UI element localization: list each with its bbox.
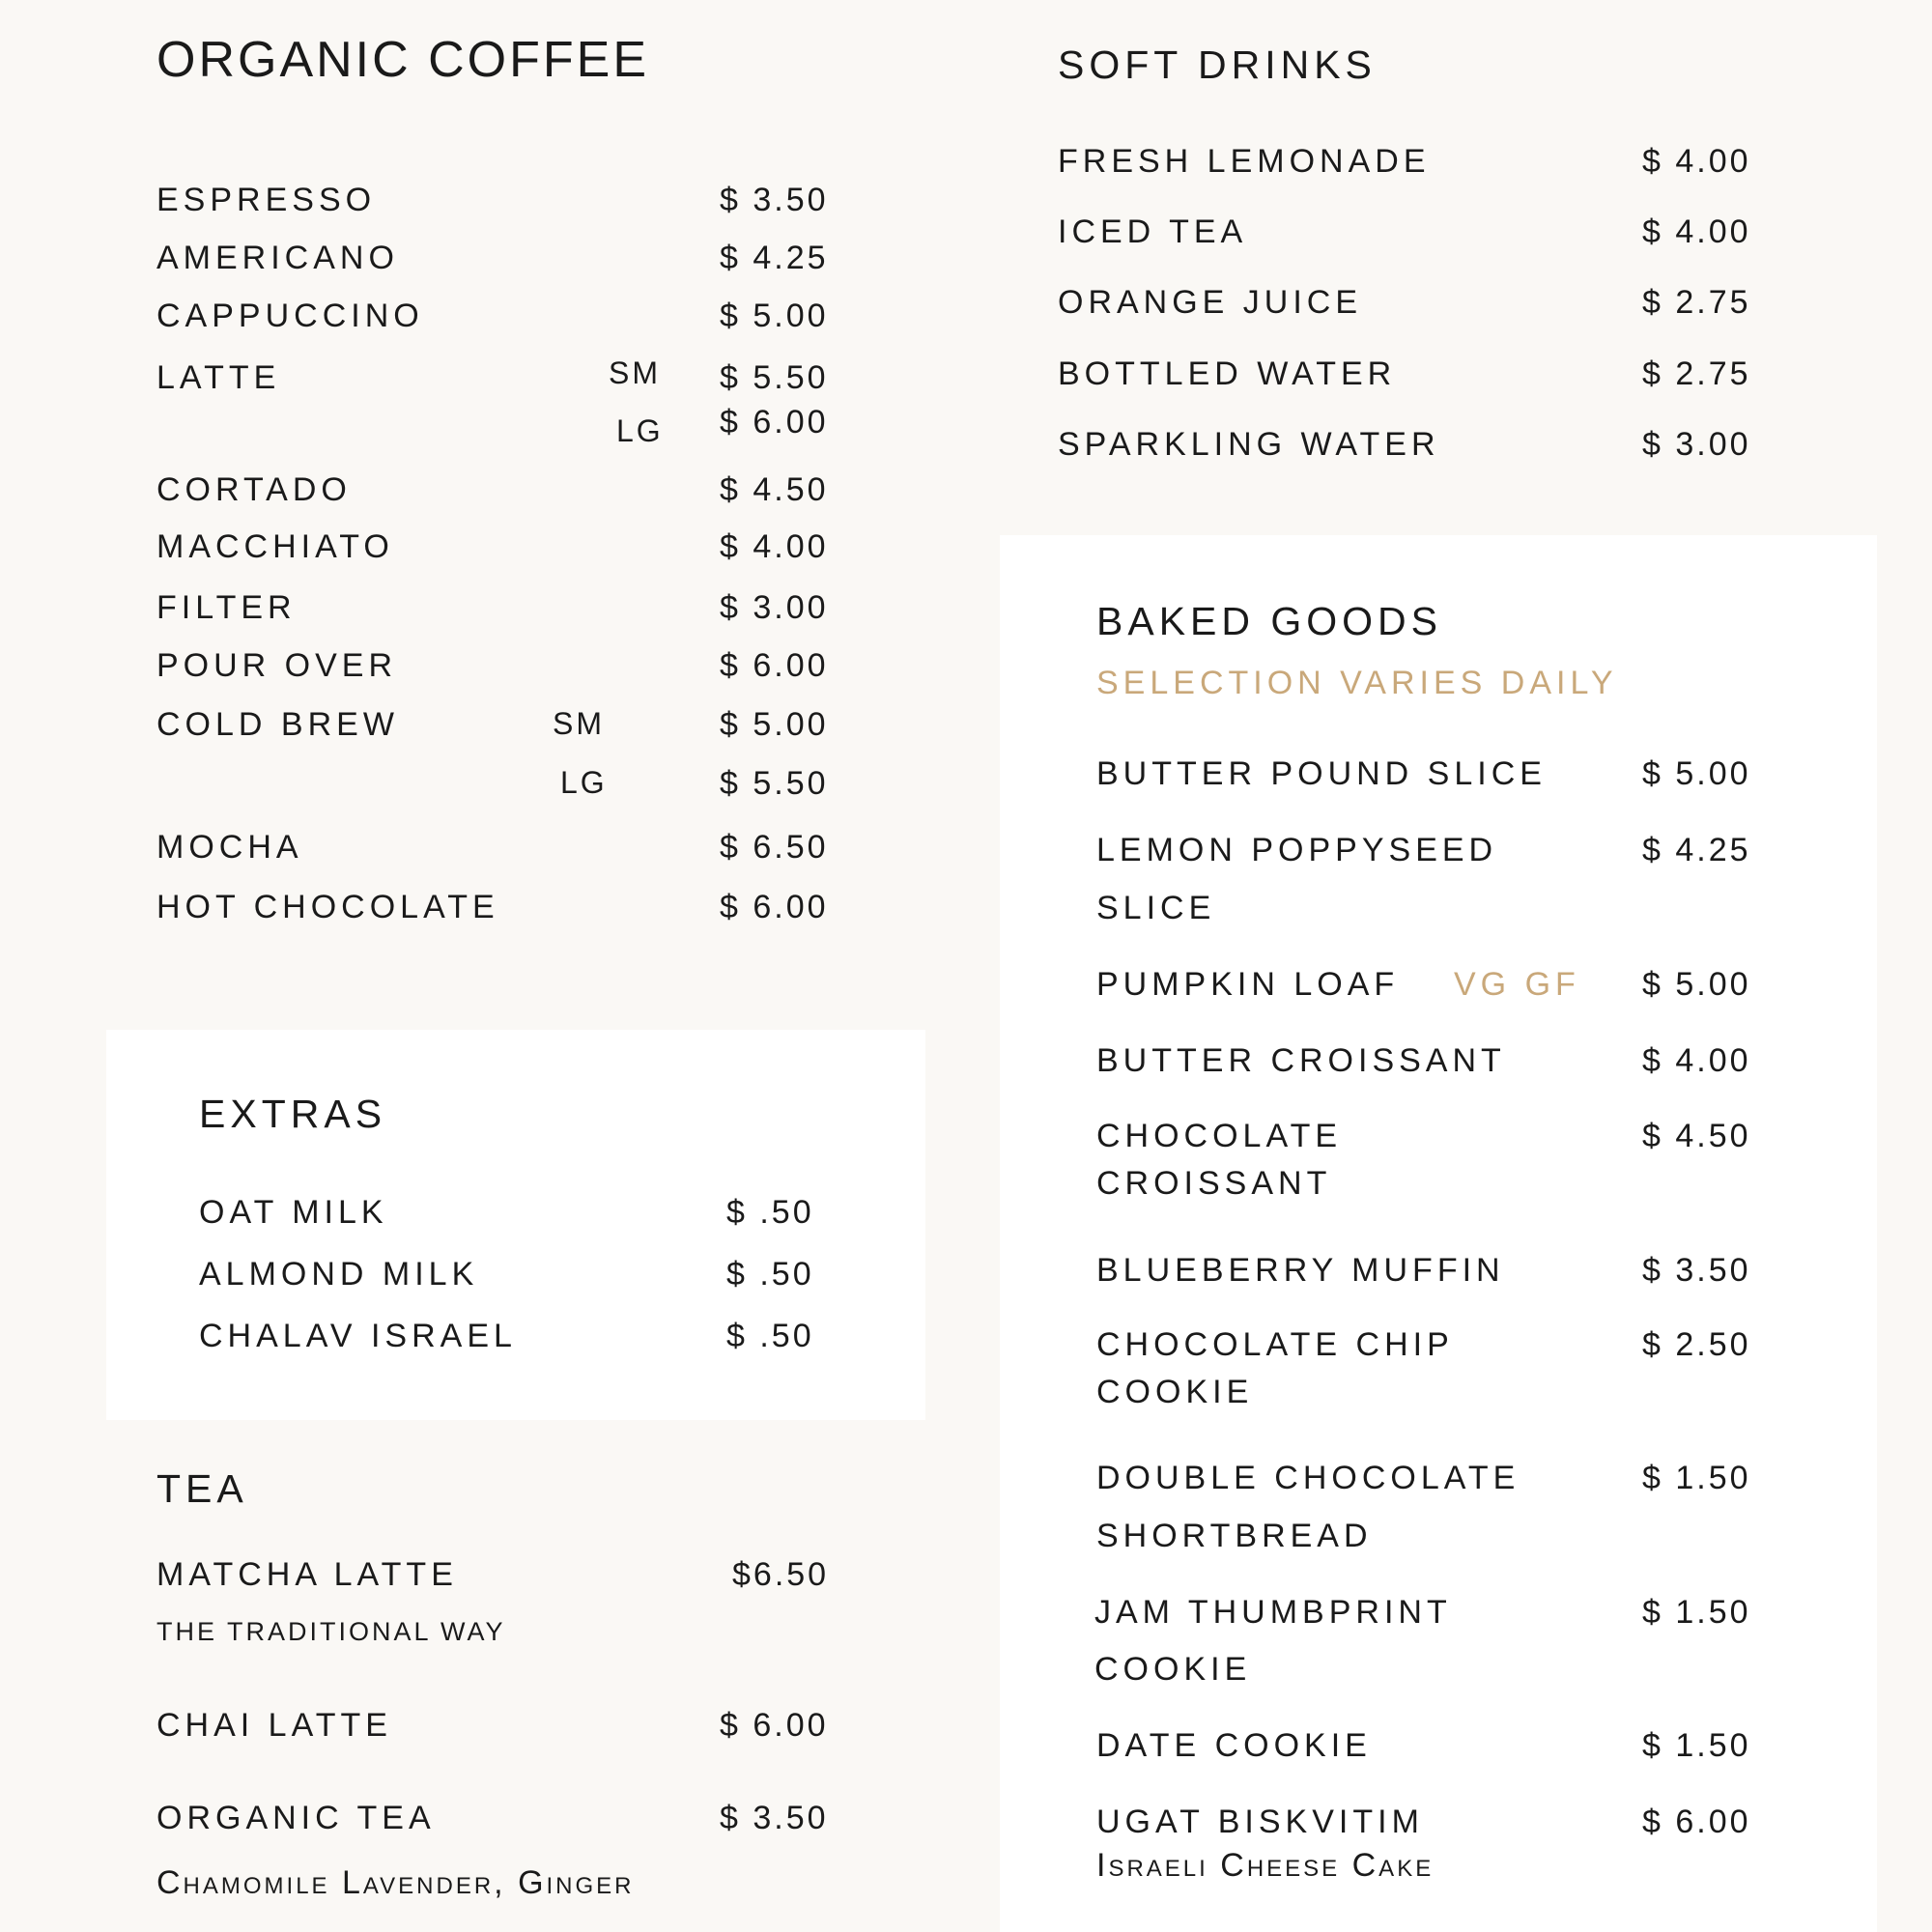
baked-item-name: UGAT BISKVITIM <box>1096 1804 1424 1840</box>
coffee-item-price: $ 5.00 <box>720 706 829 743</box>
tea-heading: TEA <box>156 1466 248 1511</box>
tea-item-note: Chamomile Lavender, Ginger <box>156 1864 635 1901</box>
coffee-item-price: $ 6.00 <box>720 889 829 925</box>
drink-item-price: $ 4.00 <box>1642 143 1751 180</box>
baked-item-name: LEMON POPPYSEED <box>1096 832 1498 868</box>
coffee-item-name: CORTADO <box>156 471 352 508</box>
size-label: LG <box>560 765 608 800</box>
baked-item-name-line2: SHORTBREAD <box>1096 1518 1373 1554</box>
baked-item-name: BLUEBERRY MUFFIN <box>1096 1252 1505 1289</box>
drink-item-price: $ 2.75 <box>1642 284 1751 321</box>
baked-item-price: $ 1.50 <box>1642 1460 1751 1496</box>
coffee-item-name: LATTE <box>156 359 281 396</box>
baked-item-name: JAM THUMBPRINT <box>1094 1594 1452 1631</box>
coffee-item-name: HOT CHOCOLATE <box>156 889 499 925</box>
soft-drinks-heading: SOFT DRINKS <box>1058 43 1377 87</box>
baked-item-name-line2: COOKIE <box>1094 1651 1252 1688</box>
baked-goods-subtitle: SELECTION VARIES DAILY <box>1096 665 1618 701</box>
baked-item-name-line2: SLICE <box>1096 890 1216 926</box>
baked-item-price: $ 5.00 <box>1642 755 1751 792</box>
drink-item-name: FRESH LEMONADE <box>1058 143 1431 180</box>
extras-item-price: $ .50 <box>726 1256 814 1293</box>
baked-item-name-line2: CROISSANT <box>1096 1165 1332 1202</box>
coffee-item-name: COLD BREW <box>156 706 399 743</box>
extras-item-name: OAT MILK <box>199 1194 388 1231</box>
baked-item-price: $ 4.25 <box>1642 832 1751 868</box>
coffee-heading: ORGANIC COFFEE <box>156 32 650 88</box>
baked-item-price: $ 4.00 <box>1642 1042 1751 1079</box>
baked-item-name: CHOCOLATE <box>1096 1118 1343 1154</box>
coffee-item-name: MACCHIATO <box>156 528 394 565</box>
extras-item-name: CHALAV ISRAEL <box>199 1318 517 1354</box>
drink-item-name: ICED TEA <box>1058 213 1248 250</box>
baked-item-name: PUMPKIN LOAF <box>1096 966 1400 1003</box>
extras-item-name: ALMOND MILK <box>199 1256 479 1293</box>
baked-item-name: BUTTER POUND SLICE <box>1096 755 1547 792</box>
baked-goods-heading: BAKED GOODS <box>1096 599 1443 643</box>
tea-item-price: $ 3.50 <box>720 1800 829 1836</box>
baked-item-name: CHOCOLATE CHIP <box>1096 1326 1454 1363</box>
coffee-item-price: $ 6.00 <box>720 647 829 684</box>
extras-item-price: $ .50 <box>726 1318 814 1354</box>
baked-goods-panel <box>1000 535 1877 1932</box>
coffee-item-price: $ 5.50 <box>720 359 829 396</box>
tea-item-name: CHAI LATTE <box>156 1707 392 1744</box>
drink-item-name: SPARKLING WATER <box>1058 426 1440 463</box>
baked-item-price: $ 6.00 <box>1642 1804 1751 1840</box>
coffee-item-price: $ 3.50 <box>720 182 829 218</box>
coffee-item-price: $ 3.00 <box>720 589 829 626</box>
coffee-item-name: POUR OVER <box>156 647 398 684</box>
coffee-item-price: $ 4.00 <box>720 528 829 565</box>
baked-item-price: $ 1.50 <box>1642 1727 1751 1764</box>
drink-item-price: $ 4.00 <box>1642 213 1751 250</box>
coffee-item-price: $ 5.50 <box>720 765 829 802</box>
extras-item-price: $ .50 <box>726 1194 814 1231</box>
coffee-item-name: MOCHA <box>156 829 303 866</box>
coffee-item-name: CAPPUCCINO <box>156 298 424 334</box>
baked-item-price: $ 4.50 <box>1642 1118 1751 1154</box>
baked-item-price: $ 2.50 <box>1642 1326 1751 1363</box>
drink-item-price: $ 2.75 <box>1642 355 1751 392</box>
size-label: SM <box>609 355 661 390</box>
baked-item-name: DOUBLE CHOCOLATE <box>1096 1460 1520 1496</box>
baked-item-price: $ 5.00 <box>1642 966 1751 1003</box>
coffee-item-name: AMERICANO <box>156 240 399 276</box>
drink-item-name: BOTTLED WATER <box>1058 355 1397 392</box>
size-label: LG <box>616 413 664 448</box>
baked-item-price: $ 3.50 <box>1642 1252 1751 1289</box>
tea-item-name: ORGANIC TEA <box>156 1800 436 1836</box>
coffee-item-price: $ 6.00 <box>720 404 829 440</box>
dietary-tag: VG GF <box>1454 966 1580 1003</box>
coffee-item-price: $ 5.00 <box>720 298 829 334</box>
tea-item-price: $6.50 <box>732 1556 830 1593</box>
baked-item-price: $ 1.50 <box>1642 1594 1751 1631</box>
tea-item-price: $ 6.00 <box>720 1707 829 1744</box>
extras-heading: EXTRAS <box>199 1092 387 1136</box>
coffee-item-price: $ 4.25 <box>720 240 829 276</box>
baked-item-name-line2: COOKIE <box>1096 1374 1254 1410</box>
coffee-item-price: $ 6.50 <box>720 829 829 866</box>
tea-item-name: MATCHA LATTE <box>156 1556 458 1593</box>
drink-item-name: ORANGE JUICE <box>1058 284 1363 321</box>
baked-item-name: BUTTER CROISSANT <box>1096 1042 1506 1079</box>
coffee-item-price: $ 4.50 <box>720 471 829 508</box>
coffee-item-name: FILTER <box>156 589 297 626</box>
tea-item-note: THE TRADITIONAL WAY <box>156 1617 506 1646</box>
drink-item-price: $ 3.00 <box>1642 426 1751 463</box>
coffee-item-name: ESPRESSO <box>156 182 377 218</box>
baked-item-name: DATE COOKIE <box>1096 1727 1372 1764</box>
baked-item-note: Israeli Cheese Cake <box>1096 1847 1435 1884</box>
size-label: SM <box>553 706 605 741</box>
